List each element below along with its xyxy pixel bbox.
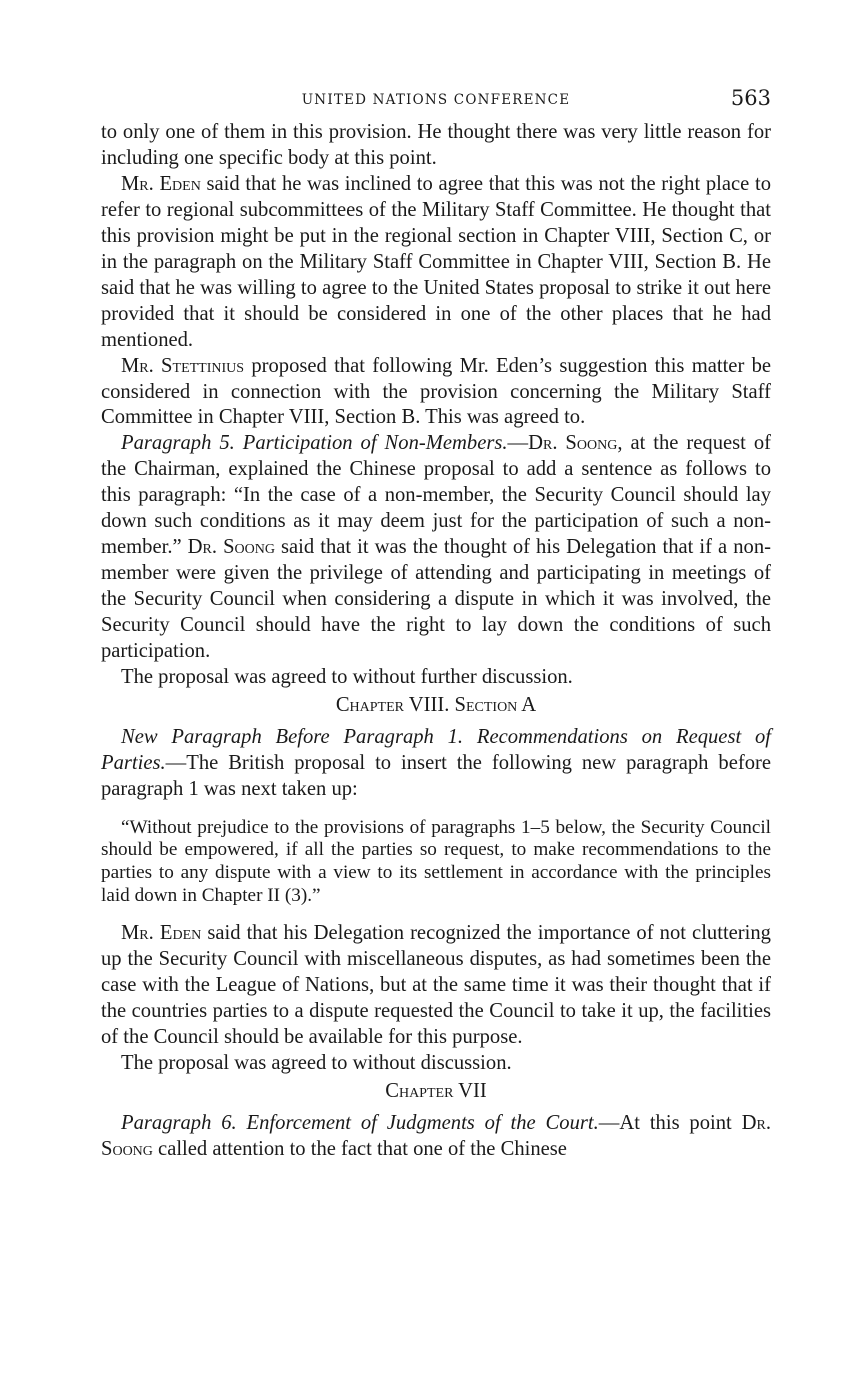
- paragraph-new-paragraph: [101, 725, 771, 803]
- quote-text: “Without prejudice to the provisions of paragraphs 1–5 below, the Security Council should be empowered, if all the parties so request, to make recommendations to the parties to any dispute with a view to its settlement in accordance with the principles laid down in Chapter II (3).”: [101, 816, 771, 906]
- paragraph-text: called attention to the fact that one of the Chinese: [152, 1137, 567, 1160]
- speaker-name: Dr. Soong: [187, 536, 275, 559]
- paragraph-agreed-no-discussion: [101, 1051, 771, 1077]
- paragraph-text: The proposal was agreed to without further discussion.: [121, 666, 573, 689]
- page-number: 563: [730, 86, 771, 110]
- paragraph-heading: New Paragraph Before Paragraph 1. Recommendations on Request of Parties.: [101, 725, 771, 774]
- paragraph-eden-regional: [101, 172, 771, 354]
- paragraph-text: —At this point: [598, 1111, 742, 1134]
- paragraph-heading: Paragraph 5. Participation of Non-Members.: [121, 432, 508, 455]
- paragraph-agreed: [101, 665, 771, 691]
- block-quote: [101, 817, 771, 907]
- section-heading-chapter-viii: Chapter VIII. Section A: [335, 693, 537, 716]
- paragraph-text: said that his Delegation recognized the importance of not cluttering up the Security Council with miscellaneous disputes, as had sometimes been the case with the League of Nations, but at the same time it was their thought that if the countries parties to a dispute requested the Council to take it up, the facilities of the Council should be available for this purpose.: [101, 922, 771, 1048]
- running-title: UNITED NATIONS CONFERENCE: [301, 92, 571, 108]
- paragraph-text: said that he was inclined to agree that this was not the right place to refer to regional subcommittees of the Military Staff Committee. He thought that this provision might be put in the regional section in Chapter VIII, Section C, or in the paragraph on the Military Staff Committee in Chapter VIII, Section B. He said that he was willing to agree to the United States proposal to strike it out here provided that it should be considered in one of the other places that he had mentioned.: [101, 172, 771, 351]
- em-dash: —: [507, 432, 529, 455]
- paragraph-continuation: [101, 120, 771, 172]
- running-header: [101, 86, 771, 120]
- paragraph-text: said that it was the thought of his Delegation that if a non-member were given the privilege of attending and participating in meetings of the Security Council when considering a dispute in which it was involved, the Security Council should have the right to lay down the conditions of such participation.: [101, 536, 771, 663]
- speaker-name: Mr. Eden: [121, 922, 202, 945]
- paragraph-non-members: [101, 431, 771, 665]
- speaker-name: Dr. Soong: [528, 432, 618, 455]
- paragraph-text: to only one of them in this provision. He thought there was very little reason for including one specific body at this point.: [101, 121, 771, 169]
- paragraph-heading: Paragraph 6. Enforcement of Judgments of the Court.: [121, 1111, 599, 1134]
- document-page: [101, 86, 771, 1163]
- paragraph-eden-cluttering: [101, 921, 771, 1051]
- speaker-name: Dr. Soong: [101, 1111, 771, 1160]
- section-heading-chapter-vii: Chapter VII: [385, 1079, 487, 1102]
- paragraph-stettinius: [101, 354, 771, 432]
- document-body: [101, 120, 771, 1163]
- paragraph-text: proposed that following Mr. Eden’s suggestion this matter be considered in connection with the provision concerning the Military Staff Committee in Chapter VIII, Section B. This was agreed to.: [101, 354, 772, 429]
- paragraph-text: —The British proposal to insert the following new paragraph before paragraph 1 was next taken up:: [101, 751, 771, 800]
- paragraph-text: The proposal was agreed to without discussion.: [121, 1051, 512, 1074]
- paragraph-enforcement: [101, 1111, 771, 1163]
- speaker-name: Mr. Eden: [121, 172, 201, 195]
- speaker-name: Mr. Stettinius: [121, 354, 245, 377]
- paragraph-text: , at the request of the Chairman, explained the Chinese proposal to add a sentence as follows to this paragraph: “In the case of a non-member, the Security Council should lay down such conditions as it may deem just for the participation of such a non-member.”: [101, 432, 772, 559]
